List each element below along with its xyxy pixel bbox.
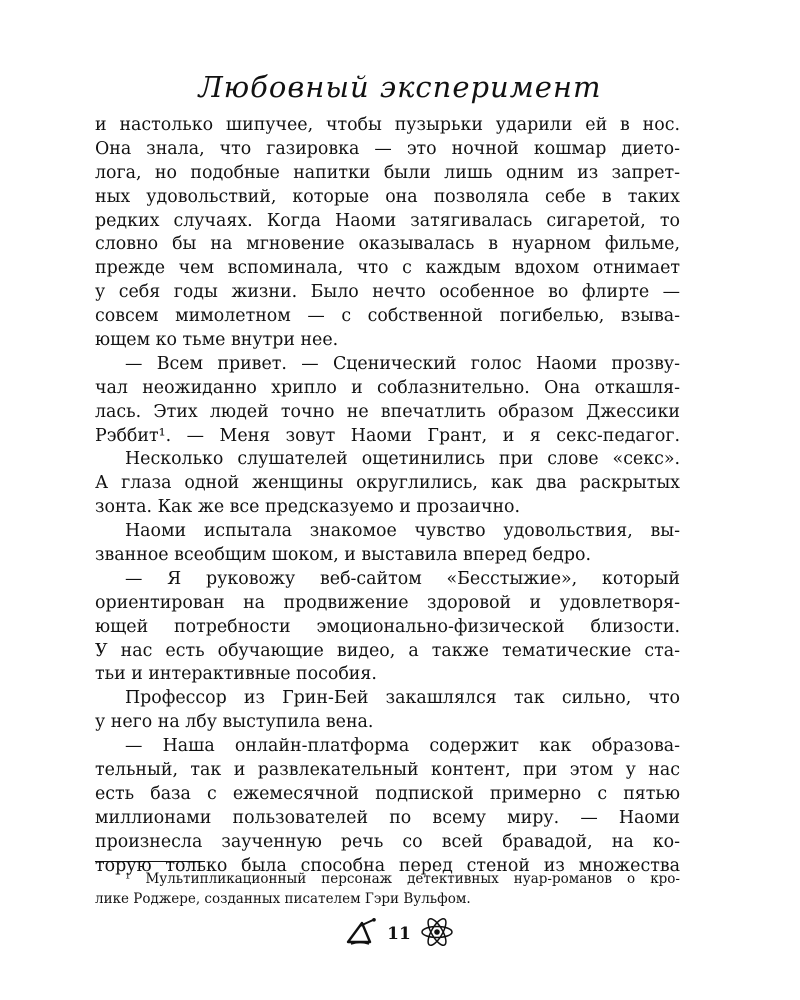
text-line: есть база с ежемесячной подпиской примерно с пятью: [95, 783, 680, 804]
text-line: и настолько шипучее, чтобы пузырьки ударили ей в нос.: [95, 115, 680, 135]
triangle-instrument-icon: [345, 917, 379, 951]
text-line: редких случаях. Когда Наоми затягивалась сигаретой, то: [95, 210, 680, 231]
text-line: Профессор из Грин-Бей закашлялся так сильно, что: [125, 688, 680, 709]
text-line: Несколько слушателей ощетинились при слове «секс».: [125, 449, 680, 470]
page-number: 11: [387, 924, 411, 944]
text-line: лике Роджере, созданных писателем Гэри Вульфом.: [95, 891, 471, 907]
footnote: [95, 869, 680, 909]
text-line: у себя годы жизни. Было нечто особенное во флирте —: [95, 282, 680, 303]
text-line: — Я руковожу веб-сайтом «Бесстыжие», который: [125, 568, 680, 589]
text-line: тельный, так и развлекательный контент, при этом у нас: [95, 760, 680, 781]
atom-icon: [419, 917, 455, 951]
text-line: А глаза одной женщины округлились, как два раскрытых: [95, 473, 680, 494]
text-line: совсем мимолетном — с собственной погибелью, взыва-: [95, 306, 680, 327]
text-line: званное всеобщим шоком, и выставила вперед бедро.: [95, 545, 591, 566]
footnote-rule: [95, 861, 205, 862]
text-line: У нас есть обучающие видео, а также тематические ста-: [95, 640, 680, 661]
text-line: ющем ко тьме внутри нее.: [95, 330, 339, 351]
page-footer: [0, 917, 800, 951]
text-line: зонта. Как же все предсказуемо и прозаично.: [95, 497, 521, 518]
text-line: Рэббит¹. — Меня зовут Наоми Грант, и я секс-педагог.: [95, 425, 680, 446]
text-line: словно бы на мгновение оказывалась в нуарном фильме,: [95, 234, 680, 255]
text-line: — Наша онлайн-платформа содержит как образова-: [125, 736, 680, 757]
text-line: миллионами пользователей по всему миру. — Наоми: [95, 807, 680, 828]
text-line: чал неожиданно хрипло и соблазнительно. Она откашля-: [95, 377, 680, 398]
text-line: лога, но подобные напитки были лишь одним из запрет-: [95, 162, 680, 183]
body-text: [95, 114, 680, 879]
text-line: ориентирован на продвижение здоровой и удовлетворя-: [95, 592, 680, 613]
text-line: — Всем привет. — Сценический голос Наоми прозву-: [125, 353, 680, 374]
text-line: прежде чем вспоминала, что с каждым вдохом отнимает: [95, 258, 680, 279]
text-line: Она знала, что газировка — это ночной кошмар дието-: [95, 138, 680, 159]
text-line: тьи и интерактивные пособия.: [95, 664, 377, 685]
text-line: лась. Этих людей точно не впечатлить образом Джессики: [95, 401, 680, 422]
text-line: Наоми испытала знакомое чувство удовольствия, вы-: [125, 521, 680, 542]
text-line: ных удовольствий, которые она позволяла себе в таких: [95, 186, 680, 207]
text-line: ¹ Мультипликационный персонаж детективных нуар-романов о кро-: [125, 871, 680, 887]
text-line: у него на лбу выступила вена.: [95, 712, 374, 733]
running-header: Любовный эксперимент: [198, 70, 602, 104]
text-line: торую только была способна перед стеной из множества: [95, 855, 680, 876]
text-line: ющей потребности эмоционально-физической близости.: [95, 616, 680, 637]
text-line: произнесла заученную речь со всей бравадой, на ко-: [95, 831, 680, 852]
